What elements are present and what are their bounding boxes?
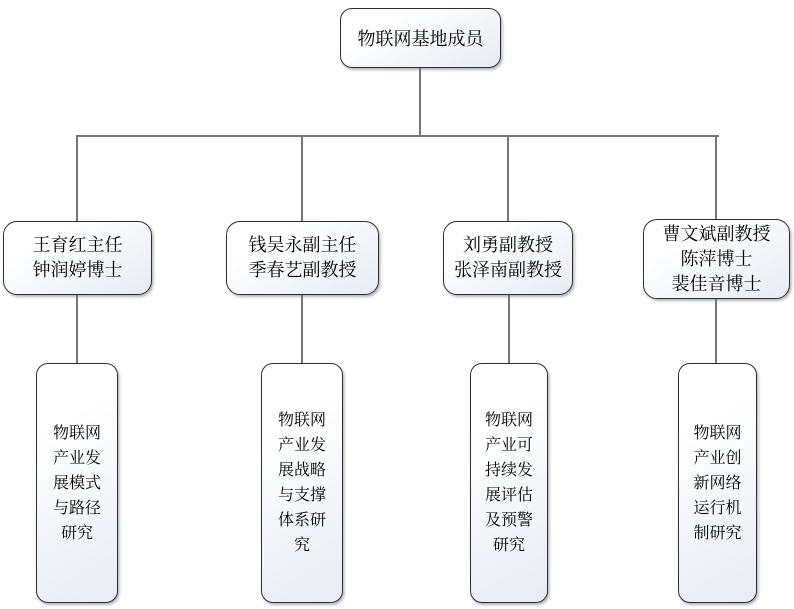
project-line: 物联网 (277, 412, 326, 429)
project-line: 持续发 (484, 462, 533, 479)
connector-team-project-2 (301, 295, 303, 363)
project-line: 产业创 (693, 449, 742, 467)
project-line: 展评估 (484, 487, 533, 504)
project-line: 与路径 (52, 499, 101, 517)
project-line: 体系研 (277, 512, 326, 529)
connector-team-project-3 (508, 295, 510, 363)
member-name: 王育红主任 (32, 235, 123, 255)
project-line: 及预警 (484, 512, 533, 529)
connector-team-project-1 (76, 295, 78, 363)
member-name: 裴佳音博士 (671, 273, 762, 294)
project-line: 物联网 (52, 424, 101, 442)
project-line: 究 (293, 537, 310, 554)
team-box-4 (643, 219, 790, 299)
member-name: 张泽南副教授 (454, 260, 562, 280)
root-label: 物联网基地成员 (357, 29, 484, 49)
team-box-2 (226, 221, 379, 295)
project-line: 产业发 (277, 437, 326, 454)
member-name: 季春艺副教授 (248, 260, 357, 280)
project-box-4 (678, 363, 757, 603)
team-box-3 (443, 221, 573, 295)
connector-root-stub (419, 68, 421, 135)
project-line: 产业发 (52, 449, 101, 467)
project-line: 物联网 (693, 424, 742, 442)
member-name: 钱吴永副主任 (248, 235, 357, 255)
connector-drop-2 (301, 135, 303, 221)
connector-drop-4 (715, 135, 717, 219)
member-name: 曹文斌副教授 (662, 223, 771, 244)
connector-team-project-4 (715, 299, 717, 363)
project-line: 制研究 (693, 524, 742, 542)
project-box-3 (470, 363, 548, 603)
member-name: 陈萍博士 (680, 248, 753, 269)
project-line: 与支撑 (277, 487, 326, 504)
connector-drop-1 (76, 135, 78, 221)
project-line: 研究 (492, 537, 525, 554)
project-box-2 (261, 363, 343, 603)
project-line: 物联网 (484, 412, 533, 429)
team-box-1 (3, 221, 152, 295)
project-line: 产业可 (484, 437, 533, 454)
root-box (340, 8, 501, 68)
project-line: 研究 (60, 524, 93, 542)
project-line: 展战略 (277, 462, 326, 479)
member-name: 钟润婷博士 (32, 260, 123, 280)
member-name: 刘勇副教授 (463, 235, 553, 255)
project-line: 新网络 (693, 474, 742, 492)
project-box-1 (36, 363, 118, 603)
connector-horizontal-bar (76, 135, 719, 137)
project-line: 运行机 (693, 499, 742, 517)
connector-drop-3 (507, 135, 509, 221)
project-line: 展模式 (52, 474, 101, 492)
